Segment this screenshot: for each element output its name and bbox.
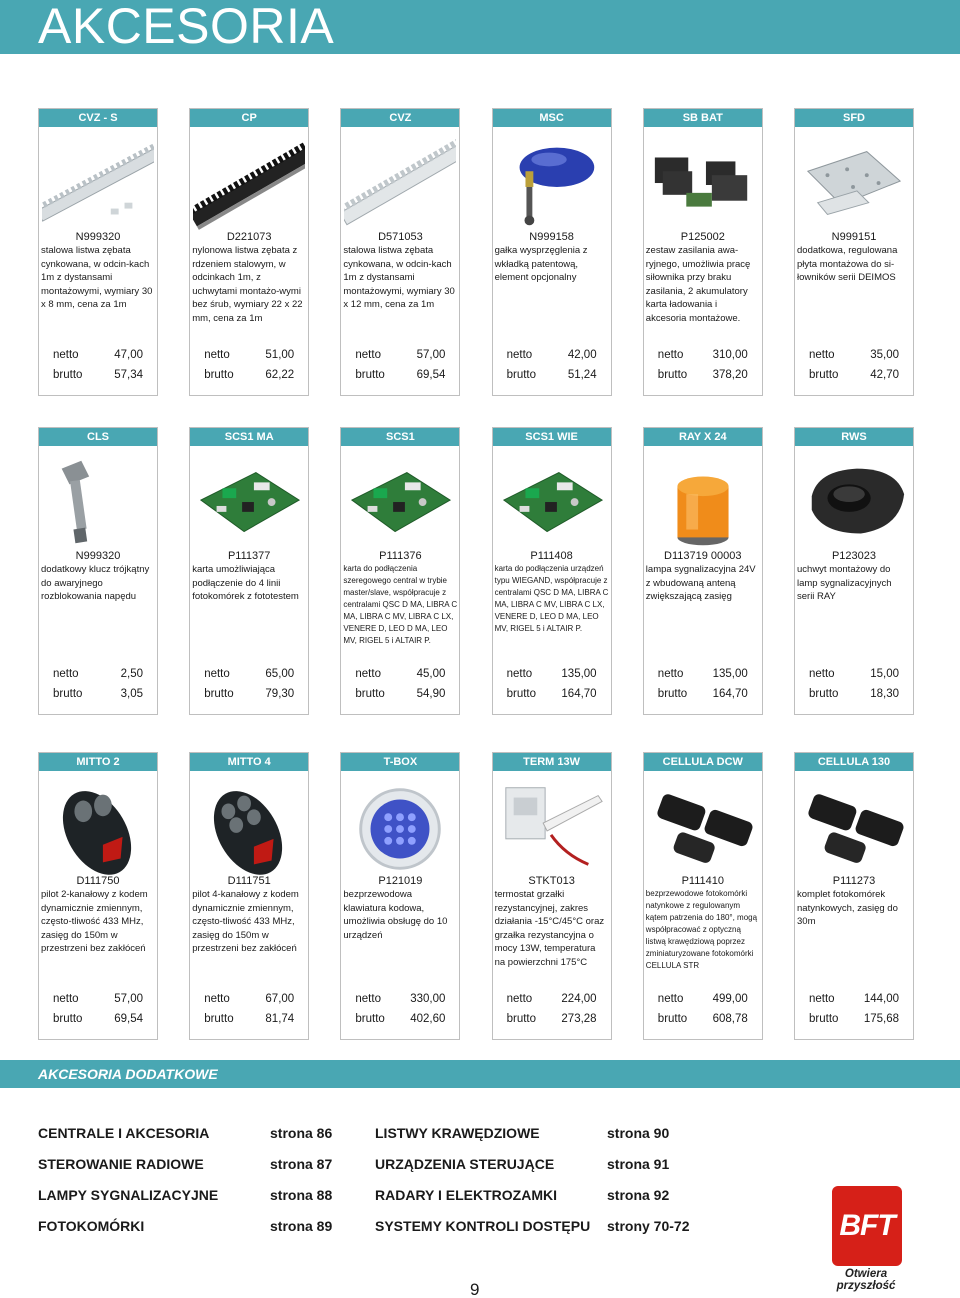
price-brutto [204,1012,294,1026]
price-netto [658,348,748,362]
price-netto-value: 51,00 [265,349,295,361]
related-section-link[interactable]: LISTWY KRAWĘDZIOWE [375,1125,540,1141]
price-brutto-label: brutto [355,688,385,700]
price-brutto-label: brutto [204,688,234,700]
price-netto-label: netto [355,668,381,680]
product-code: D221073 [226,231,272,243]
product-description: karta do podłączenia urządzeń typu WIEGAND, współpracuje z centralami QSC D MA, LIBRA C MA, LIBRA C MV, LIBRA C LX, VENERE D, LEO D MA, LEO MV, RIGEL 5 i ALTAIR P. [494,564,609,633]
price-brutto-label: brutto [53,369,83,381]
price-netto-label: netto [657,668,684,680]
product-image [344,131,456,239]
product-card [643,108,763,396]
price-brutto [204,687,294,701]
product-image [344,775,456,883]
product-image [42,450,154,558]
price-netto-label: netto [506,993,533,1005]
price-brutto-label: brutto [809,1013,839,1025]
price-netto-label: netto [657,993,684,1005]
product-code: D111751 [227,875,271,887]
product-description: zestaw zasilania awa-ryjnego, umożliwia pracę siłownika przy braku zasilania, 2 akumulatory karta ładowania i akcesoria montażowe. [645,245,751,324]
price-netto-value: 330,00 [410,993,446,1005]
thermostat-icon [496,775,608,883]
price-netto-value: 310,00 [712,349,748,361]
price-brutto-label: brutto [506,369,537,381]
product-code: P111408 [530,550,573,562]
price-netto-label: netto [53,349,79,361]
product-name: CELLULA DCW [644,753,762,771]
price-brutto-value: 608,78 [712,1013,748,1025]
logo-mark [832,1186,902,1266]
price-netto-value: 42,00 [567,349,597,361]
price-netto-value: 45,00 [416,668,446,680]
price-brutto-value: 69,54 [416,369,446,381]
price-netto-label: netto [809,668,835,680]
price-brutto [507,687,597,701]
price-brutto-label: brutto [53,1013,83,1025]
price-netto [507,992,597,1006]
product-code: D571053 [378,231,423,243]
keypad-icon [344,775,456,883]
product-name: MITTO 4 [190,753,308,771]
related-section-page[interactable]: strona 87 [270,1156,333,1172]
price-netto-value: 224,00 [561,993,597,1005]
related-section-page[interactable]: strona 89 [270,1218,333,1234]
related-section-link[interactable]: STEROWANIE RADIOWE [38,1156,204,1172]
price-netto-value: 499,00 [712,993,748,1005]
product-description: dodatkowy klucz trójkątny do awaryjnego rozblokowania napędu [41,564,150,602]
price-netto [507,348,597,362]
price-brutto-value: 378,20 [712,369,748,381]
price-brutto-label: brutto [506,1013,537,1025]
accessories-row-2 [38,427,914,715]
price-netto-label: netto [657,349,684,361]
battery-kit-icon [647,131,759,239]
price-brutto-value: 81,74 [265,1013,295,1025]
product-image [647,775,759,883]
product-description: gałka wysprzęglenia z wkładką patentową, element opcjonalny [494,245,588,283]
logo-text: BFT [839,1209,895,1242]
accessories-row-3 [38,752,914,1040]
product-image [193,450,305,558]
page-header [0,0,960,54]
product-card [794,752,914,1040]
price-brutto [809,1012,899,1026]
product-description: termostat grzałki rezystancyjnej, zakres działania -15°C/45°C oraz grzałka rezystancyjna o mocy 13W, temperatura na powierzchni 175°C [494,889,605,968]
price-netto [355,348,445,362]
product-image [496,450,608,558]
product-name: CELLULA 130 [795,753,913,771]
product-image [193,775,305,883]
page-title: AKCESORIA [38,0,335,54]
price-brutto-label: brutto [657,688,688,700]
price-brutto-value: 54,90 [416,688,446,700]
price-brutto [355,1012,445,1026]
circuit-board-icon [193,450,305,558]
related-section-link[interactable]: LAMPY SYGNALIZACYJNE [38,1187,219,1203]
related-section-link[interactable]: CENTRALE I AKCESORIA [38,1125,210,1141]
price-brutto [658,1012,748,1026]
product-code: D111750 [76,875,120,887]
circuit-board-icon [496,450,608,558]
photocell-icon [798,775,910,883]
product-image [798,775,910,883]
product-code: P123023 [831,550,877,562]
product-description: bezprzewodowe fotokomórki natynkowe z regulowanym kątem patrzenia do 180°, mogą współpracować z optyczną listwą krawędziową poprzez zminiaturyzowane fotokomórki CELLULA STR [645,889,758,970]
mounting-plate-icon [798,131,910,239]
price-netto-value: 135,00 [712,668,748,680]
price-brutto [355,368,445,382]
price-brutto-value: 18,30 [870,688,899,700]
price-brutto-label: brutto [355,1013,385,1025]
product-name: CVZ - S [39,109,157,127]
price-netto-label: netto [355,993,381,1005]
price-netto [507,667,597,681]
rack-zinc-icon [42,131,154,239]
product-code: N999320 [75,231,121,243]
price-netto-label: netto [809,349,835,361]
triangle-key-icon [42,450,154,558]
product-image [42,131,154,239]
price-netto-label: netto [809,993,835,1005]
price-brutto-value: 79,30 [265,688,295,700]
price-brutto-label: brutto [657,369,688,381]
price-brutto [53,687,143,701]
product-card [794,427,914,715]
price-netto-label: netto [506,349,533,361]
photocell-icon [647,775,759,883]
product-card [492,752,612,1040]
price-brutto [53,368,143,382]
related-section-link[interactable]: FOTOKOMÓRKI [38,1218,145,1234]
price-netto-value: 135,00 [561,668,597,680]
rack-nylon-icon [193,131,305,239]
price-netto-label: netto [204,668,230,680]
price-brutto-label: brutto [355,369,385,381]
product-image [344,450,456,558]
product-name: SCS1 MA [190,428,308,446]
price-brutto [809,687,899,701]
price-netto [53,348,143,362]
product-code: P111377 [227,550,271,562]
price-brutto [658,687,748,701]
price-brutto-value: 164,70 [561,688,597,700]
product-name: RWS [795,428,913,446]
product-name: SCS1 WIE [493,428,611,446]
product-code: P111273 [832,875,876,887]
price-brutto [53,1012,143,1026]
product-card [340,108,460,396]
price-netto [809,667,899,681]
product-code: P125002 [680,231,725,243]
product-description: karta do podłączenia szeregowego central w trybie master/slave, współpracuje z centralami QSC D MA, LIBRA C MA, LIBRA C MV, LIBRA C LX, VENERE D, LEO D MA, LEO MV, RIGEL 5 i ALTAIR P. [343,564,458,645]
related-section-link[interactable]: URZĄDZENIA STERUJĄCE [375,1156,555,1172]
price-brutto-value: 175,68 [863,1013,899,1025]
price-netto-label: netto [204,349,230,361]
price-netto [204,992,294,1006]
price-netto [53,667,143,681]
product-description: bezprzewodowa klawiatura kodowa, umożliwia obsługę do 10 urządzeń [343,889,448,941]
price-netto-label: netto [506,668,533,680]
product-name: TERM 13W [493,753,611,771]
price-brutto-label: brutto [809,369,839,381]
price-brutto-value: 57,34 [114,369,143,381]
product-name: SFD [795,109,913,127]
product-code: N999151 [831,231,877,243]
related-section-page[interactable]: strona 88 [270,1187,333,1203]
release-knob-icon [496,131,608,239]
product-card [189,108,309,396]
price-netto [809,992,899,1006]
product-name: SB BAT [644,109,762,127]
product-description: nylonowa listwa zębata z rdzeniem stalowym, w odcinkach 1m, z uchwytami montażo-wymi bez śrub, wymiary 22 x 22 mm, cena za 1m [192,245,303,324]
circuit-board-icon [344,450,456,558]
product-name: CLS [39,428,157,446]
related-section-link[interactable]: SYSTEMY KONTROLI DOSTĘPU [375,1218,591,1234]
price-brutto-value: 273,28 [561,1013,597,1025]
price-brutto-value: 51,24 [567,369,597,381]
price-brutto [507,368,597,382]
product-image [496,131,608,239]
price-netto-value: 57,00 [416,349,446,361]
product-image [647,450,759,558]
product-card [189,752,309,1040]
price-brutto [355,687,445,701]
price-brutto-value: 3,05 [120,688,143,700]
product-description: uchwyt montażowy do lamp sygnalizacyjnych serii RAY [797,564,892,602]
warning-lamp-icon [647,450,759,558]
product-card [794,108,914,396]
price-brutto-label: brutto [657,1013,688,1025]
additional-accessories-bar [0,1060,960,1088]
product-card [340,752,460,1040]
product-card [492,108,612,396]
product-card [643,752,763,1040]
price-netto-label: netto [204,993,230,1005]
price-brutto-label: brutto [506,688,537,700]
rack-steel-icon [344,131,456,239]
price-netto-value: 65,00 [265,668,295,680]
price-netto [809,348,899,362]
remote-2ch-icon [42,775,154,883]
remote-4ch-icon [193,775,305,883]
price-netto-value: 15,00 [870,668,899,680]
additional-accessories-title: AKCESORIA DODATKOWE [38,1066,218,1082]
product-code: STKT013 [528,875,575,887]
price-netto-value: 67,00 [265,993,295,1005]
product-image [496,775,608,883]
price-brutto-value: 164,70 [712,688,748,700]
price-netto-value: 57,00 [114,993,143,1005]
product-name: CP [190,109,308,127]
price-netto-label: netto [355,349,381,361]
product-card [38,427,158,715]
product-card [492,427,612,715]
product-card [38,108,158,396]
related-section-page[interactable]: strona 91 [607,1156,670,1172]
price-brutto-label: brutto [809,688,839,700]
price-netto-label: netto [53,668,79,680]
product-image [42,775,154,883]
product-card [340,427,460,715]
product-description: pilot 4-kanałowy z kodem dynamicznie zmiennym, często-tliwość 433 MHz, zasięg do 150m w przestrzeni bez zakłóceń [192,889,299,954]
product-image [798,131,910,239]
product-description: karta umożliwiająca podłączenie do 4 linii fotokomórek z fototestem [192,564,299,602]
price-brutto [809,368,899,382]
product-name: MITTO 2 [39,753,157,771]
price-netto-value: 144,00 [863,993,899,1005]
product-card [38,752,158,1040]
price-netto-value: 35,00 [870,349,899,361]
product-name: CVZ [341,109,459,127]
product-name: MSC [493,109,611,127]
price-netto [658,992,748,1006]
product-image [193,131,305,239]
product-name: T-BOX [341,753,459,771]
price-netto [355,667,445,681]
accessories-row-1 [38,108,914,396]
product-description: lampa sygnalizacyjna 24V z wbudowaną anteną zwiększającą zasięg [645,564,756,602]
bft-logo [814,1186,918,1292]
price-brutto [507,1012,597,1026]
product-description: stalowa listwa zębata cynkowana, w odcin-kach 1m z dystansami montażowymi, wymiary 30 x 8 mm, cena za 1m [41,245,153,310]
product-description: stalowa listwa zębata cynkowana, w odcin-kach 1m z dystansami montażowymi, wymiary 30 x 12 mm, cena za 1m [343,245,455,310]
product-description: dodatkowa, regulowana płyta montażowa do si-łowników serii DEIMOS [797,245,898,283]
price-brutto-value: 402,60 [410,1013,446,1025]
price-netto [204,348,294,362]
lamp-bracket-icon [798,450,910,558]
price-netto-label: netto [53,993,79,1005]
price-netto [53,992,143,1006]
product-code: D113719 00003 [664,550,742,562]
price-brutto-label: brutto [204,1013,234,1025]
price-brutto-label: brutto [204,369,234,381]
product-name: RAY X 24 [644,428,762,446]
product-name: SCS1 [341,428,459,446]
related-section-link[interactable]: RADARY I ELEKTROZAMKI [375,1187,557,1203]
product-code: P111410 [681,875,724,887]
product-description: komplet fotokomórek natynkowych, zasięg do 30m [797,889,898,927]
related-section-page[interactable]: strona 90 [607,1125,670,1141]
price-netto [355,992,445,1006]
price-brutto [204,368,294,382]
logo-slogan: Otwiera przyszłość [836,1268,896,1292]
price-netto-value: 47,00 [114,349,143,361]
page-number: 9 [470,1280,480,1298]
product-description: pilot 2-kanałowy z kodem dynamicznie zmiennym, często-tliwość 433 MHz, zasięg do 150m w przestrzeni bez zakłóceń [41,889,148,954]
product-code: N999320 [75,550,121,562]
price-brutto-value: 42,70 [870,369,899,381]
product-code: P121019 [378,875,423,887]
product-image [798,450,910,558]
price-brutto-value: 62,22 [265,369,295,381]
price-brutto-value: 69,54 [114,1013,143,1025]
related-section-page[interactable]: strony 70-72 [607,1218,690,1234]
product-code: N999158 [529,231,574,243]
product-card [189,427,309,715]
related-section-page[interactable]: strona 86 [270,1125,333,1141]
related-section-page[interactable]: strona 92 [607,1187,670,1203]
price-brutto-label: brutto [53,688,83,700]
price-netto [204,667,294,681]
price-netto-value: 2,50 [120,668,143,680]
product-image [647,131,759,239]
product-code: P111376 [379,550,422,562]
price-brutto [658,368,748,382]
product-card [643,427,763,715]
price-netto [658,667,748,681]
